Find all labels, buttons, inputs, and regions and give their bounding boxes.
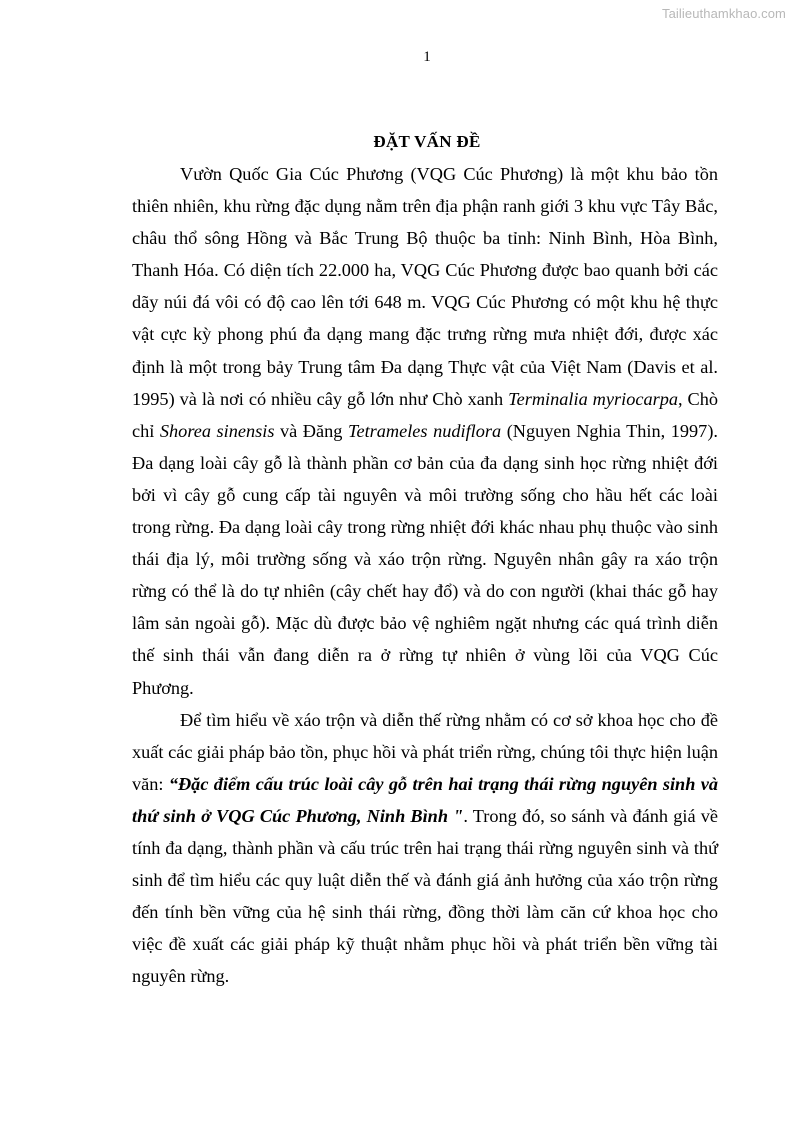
species-name: Terminalia myriocarpa bbox=[508, 388, 678, 409]
paragraph-text: Để tìm hiểu về xáo trộn và diễn thế rừng nhằm có cơ sở khoa học cho đề xuất các giải pháp bảo tồn, phục hồi và phát triển rừng, chúng tôi thực hiện luận văn: bbox=[132, 709, 718, 794]
species-name: Shorea sinensis bbox=[159, 420, 275, 441]
paragraph-objective bbox=[132, 704, 718, 993]
page-number: 1 bbox=[423, 49, 431, 65]
paragraph-text: (Nguyen Nghia Thin, 1997). Đa dạng loài cây gỗ là thành phần cơ bản của đa dạng sinh học rừng nhiệt đới bởi vì cây gỗ cung cấp tài nguyên và môi trường sống cho hầu hết các loài trong rừng. Đa dạng loài cây trong rừng nhiệt đới khác nhau phụ thuộc vào sinh thái địa lý, môi trường sống và xáo trộn rừng. Nguyên nhân gây ra xáo trộn rừng có thể là do tự nhiên (cây chết hay đổ) và do con người (khai thác gỗ hay lâm sản ngoài gỗ). Mặc dù được bảo vệ nghiêm ngặt nhưng các quá trình diễn thế sinh thái vẫn đang diễn ra ở rừng tự nhiên ở vùng lõi của VQG Cúc Phương. bbox=[132, 420, 718, 698]
paragraph-text: Vườn Quốc Gia Cúc Phương (VQG Cúc Phương) là một khu bảo tồn thiên nhiên, khu rừng đặc dụng nằm trên địa phận ranh giới 3 khu vực Tây Bắc, châu thổ sông Hồng và Bắc Trung Bộ thuộc ba tỉnh: Ninh Bình, Hòa Bình, Thanh Hóa. Có diện tích 22.000 ha, VQG Cúc Phương được bao quanh bởi các dãy núi đá vôi có độ cao lên tới 648 m. VQG Cúc Phương có một khu hệ thực vật cực kỳ phong phú đa dạng mang đặc trưng rừng mưa nhiệt đới, được xác định là một trong bảy Trung tâm Đa dạng Thực vật của Việt Nam (Davis et al. 1995) và là nơi có nhiều cây gỗ lớn như Chò xanh bbox=[132, 164, 718, 409]
paragraph-text: , Chò chỉ bbox=[132, 388, 718, 441]
thesis-title: “Đặc điểm cấu trúc loài cây gỗ trên hai trạng thái rừng nguyên sinh và thứ sinh ở VQG Cúc Phương, Ninh Bình " bbox=[132, 773, 719, 826]
species-name: Tetrameles nudiflora bbox=[347, 420, 502, 441]
paragraph-text: . Trong đó, so sánh và đánh giá về tính đa dạng, thành phần và cấu trúc trên hai trạng thái rừng nguyên sinh và thứ sinh để tìm hiểu các quy luật diễn thế và đánh giá ảnh hưởng của xáo trộn rừng đến tính bền vững của hệ sinh thái rừng, đồng thời làm căn cứ khoa học cho việc đề xuất các giải pháp kỹ thuật nhằm phục hồi và phát triển bền vững tài nguyên rừng. bbox=[132, 805, 718, 987]
section-title: ĐẶT VẤN ĐỀ bbox=[373, 132, 481, 151]
watermark-text: Tailieuthamkhao.com bbox=[661, 6, 786, 21]
paragraph-text: và Đăng bbox=[274, 420, 348, 441]
paragraph-introduction bbox=[132, 158, 718, 704]
document-body bbox=[132, 158, 718, 992]
